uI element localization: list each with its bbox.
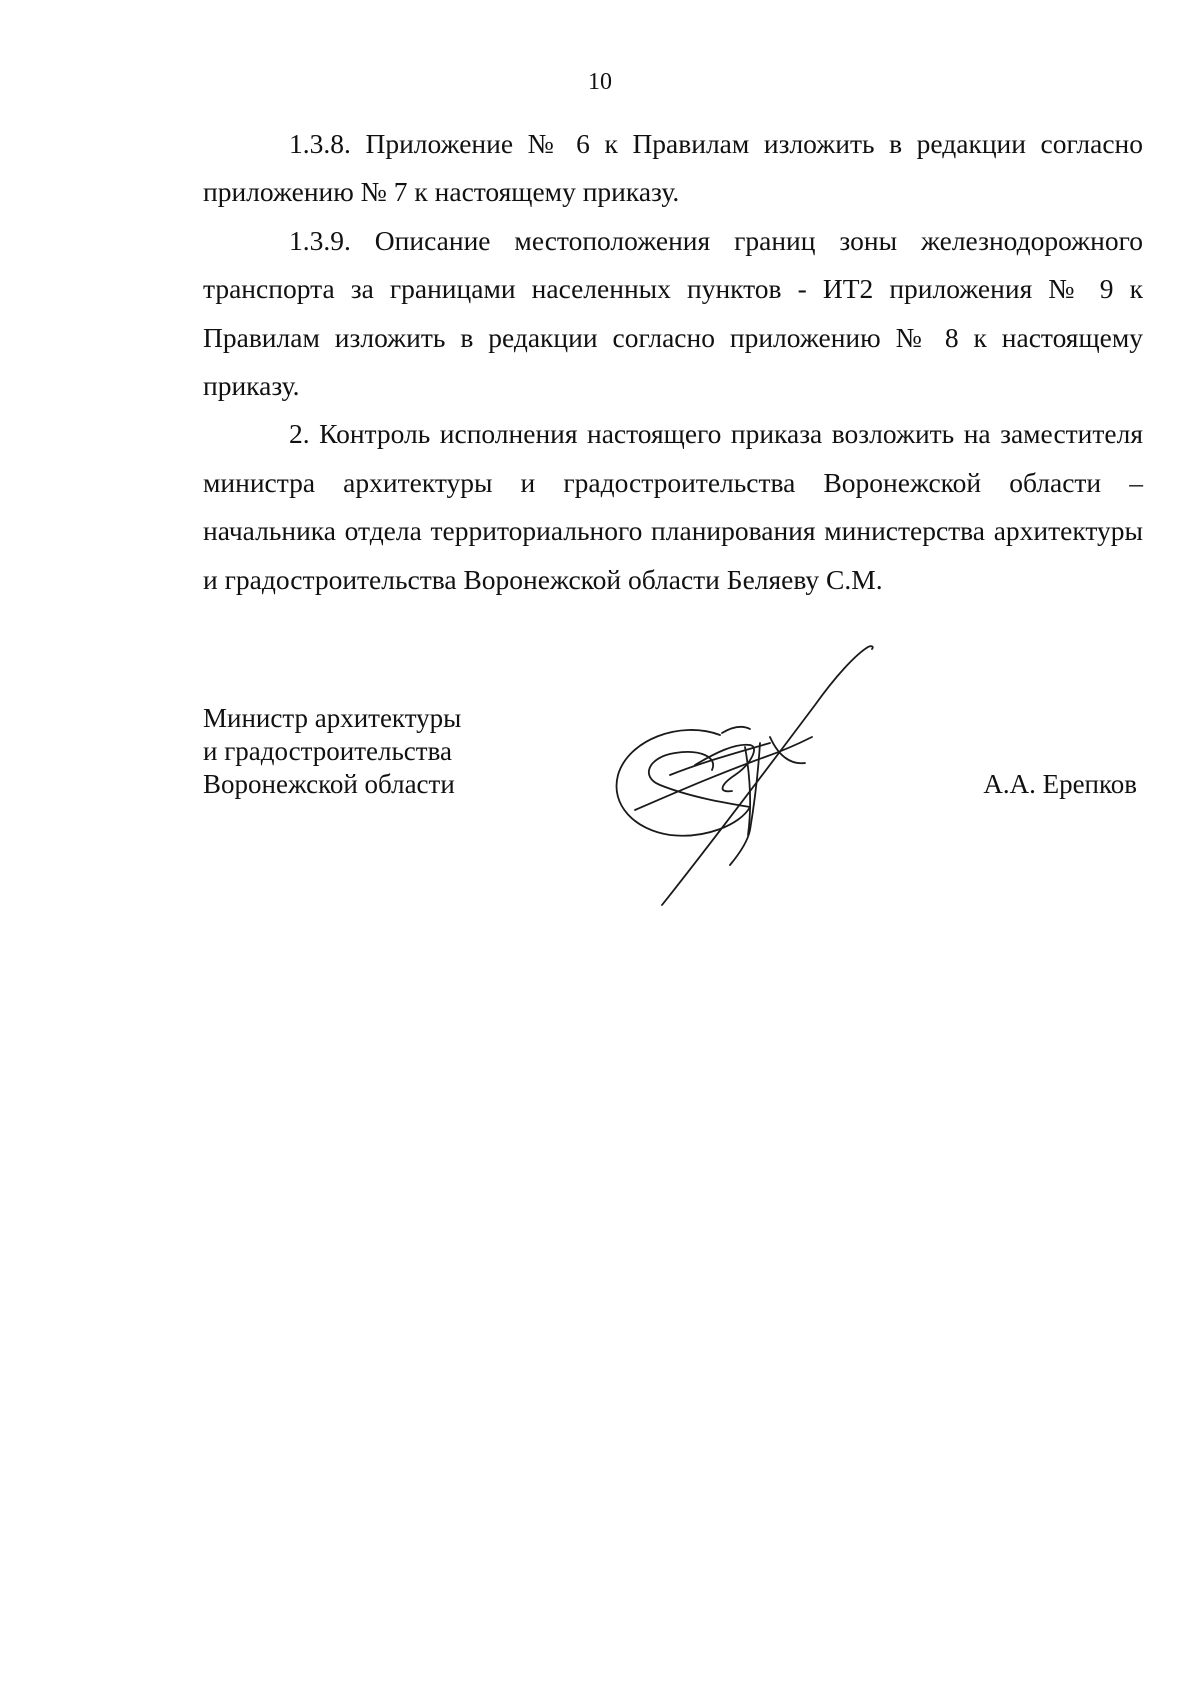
- handwritten-signature: [600, 625, 960, 910]
- signer-name: А.А. Ерепков: [983, 769, 1137, 799]
- page-number: 10: [588, 69, 612, 95]
- signer-position-line-2: и градостроительства: [203, 736, 452, 766]
- document-body: [203, 120, 1143, 604]
- signer-position: [203, 702, 461, 801]
- paragraph-1-3-9: 1.3.9. Описание местоположения границ зоны железнодорожного транспорта за границами населенных пунктов - ИТ2 приложения № 9 к Правилам изложить в редакции согласно приложению № 8 к настоящему приказу.: [203, 224, 1143, 402]
- signer-position-line-3: Воронежской области: [203, 769, 455, 799]
- paragraph-1-3-8: 1.3.8. Приложение № 6 к Правилам изложить в редакции согласно приложению № 7 к настоящему приказу.: [203, 128, 1143, 208]
- paragraph-2: 2. Контроль исполнения настоящего приказа возложить на заместителя министра архитектуры и градостроительства Воронежской области – начальника отдела территориального планирования министерства архитектуры и градостроительства Воронежской области Беляеву С.М.: [203, 418, 1143, 595]
- signer-position-line-1: Министр архитектуры: [203, 703, 462, 733]
